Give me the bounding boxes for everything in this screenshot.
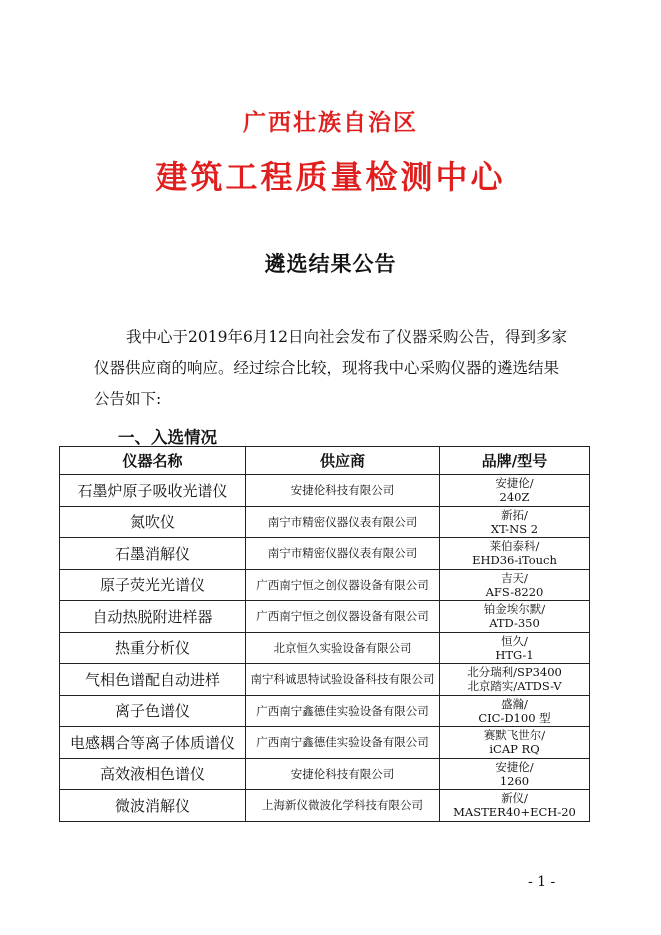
header-supplier: 供应商 (246, 447, 440, 475)
model-line: HTG-1 (495, 647, 534, 662)
brand-line: 新仪/ (501, 791, 528, 806)
brand-model-cell (440, 758, 590, 790)
table-row (60, 601, 590, 633)
model-line: 240Z (499, 490, 530, 505)
brand-line: 吉天/ (501, 570, 528, 585)
supplier-cell: 广西南宁鑫德佳实验设备有限公司 (246, 727, 440, 759)
table-row (60, 664, 590, 696)
model-line: ATD-350 (489, 616, 540, 631)
table-header-row (60, 447, 590, 475)
supplier-cell: 安捷伦科技有限公司 (246, 758, 440, 790)
instrument-name-cell: 石墨消解仪 (60, 538, 246, 570)
header-brand-model: 品牌/型号 (440, 447, 590, 475)
supplier-cell: 上海新仪微波化学科技有限公司 (246, 790, 440, 822)
model-line: XT-NS 2 (490, 521, 539, 536)
brand-model-cell (440, 569, 590, 601)
model-line: CIC-D100 型 (478, 710, 551, 725)
table-row (60, 758, 590, 790)
brand-model-cell (440, 506, 590, 538)
selection-results-table (59, 446, 590, 822)
model-line: 北京踏实/ATDS-V (467, 679, 562, 694)
page-number: - 1 - (528, 874, 556, 890)
supplier-cell: 南宁市精密仪器仪表有限公司 (246, 506, 440, 538)
instrument-name-cell: 氮吹仪 (60, 506, 246, 538)
brand-line: 北分瑞利/SP3400 (467, 665, 562, 680)
brand-line: 铂金埃尔默/ (483, 602, 546, 617)
section-heading: 一、入选情况 (118, 428, 217, 447)
brand-line: 安捷伦/ (495, 476, 534, 491)
brand-line: 盛瀚/ (501, 696, 528, 711)
brand-model-cell (440, 664, 590, 696)
table-row (60, 695, 590, 727)
brand-line: 莱伯泰科/ (489, 539, 540, 554)
document-title: 遴选结果公告 (264, 251, 397, 276)
model-line: iCAP RQ (489, 742, 540, 757)
model-line: MASTER40+ECH-20 (453, 805, 576, 820)
brand-model-cell (440, 601, 590, 633)
instrument-name-cell: 电感耦合等离子体质谱仪 (60, 727, 246, 759)
supplier-cell: 南宁市精密仪器仪表有限公司 (246, 538, 440, 570)
model-line: EHD36-iTouch (472, 553, 557, 568)
intro-paragraph: 我中心于2019年6月12日向社会发布了仪器采购公告，得到多家仪器供应商的响应。经过综合比较，现将我中心采购仪器的遴选结果公告如下: (94, 328, 568, 408)
brand-line: 安捷伦/ (495, 759, 534, 774)
supplier-cell: 广西南宁鑫德佳实验设备有限公司 (246, 695, 440, 727)
org-name-line1: 广西壮族自治区 (243, 109, 418, 136)
supplier-cell: 广西南宁恒之创仪器设备有限公司 (246, 601, 440, 633)
brand-model-cell (440, 727, 590, 759)
brand-line: 新拓/ (501, 507, 528, 522)
brand-model-cell (440, 790, 590, 822)
instrument-name-cell: 热重分析仪 (60, 632, 246, 664)
supplier-cell: 安捷伦科技有限公司 (246, 475, 440, 507)
org-name-line2: 建筑工程质量检测中心 (155, 158, 506, 196)
instrument-name-cell: 高效液相色谱仪 (60, 758, 246, 790)
supplier-cell: 广西南宁恒之创仪器设备有限公司 (246, 569, 440, 601)
table-row (60, 790, 590, 822)
table-row (60, 475, 590, 507)
supplier-cell: 南宁科诚思特试验设备科技有限公司 (246, 664, 440, 696)
instrument-name-cell: 离子色谱仪 (60, 695, 246, 727)
brand-model-cell (440, 632, 590, 664)
instrument-name-cell: 气相色谱配自动进样 (60, 664, 246, 696)
brand-line: 恒久/ (501, 633, 528, 648)
model-line: 1260 (499, 773, 530, 788)
instrument-name-cell: 微波消解仪 (60, 790, 246, 822)
table-row (60, 538, 590, 570)
brand-line: 赛默飞世尔/ (483, 728, 546, 743)
instrument-name-cell: 自动热脱附进样器 (60, 601, 246, 633)
table-row (60, 506, 590, 538)
brand-model-cell (440, 538, 590, 570)
model-line: AFS-8220 (485, 584, 544, 599)
instrument-name-cell: 原子荧光光谱仪 (60, 569, 246, 601)
instrument-name-cell: 石墨炉原子吸收光谱仪 (60, 475, 246, 507)
table-row (60, 569, 590, 601)
table-row (60, 632, 590, 664)
brand-model-cell (440, 695, 590, 727)
table-row (60, 727, 590, 759)
brand-model-cell (440, 475, 590, 507)
supplier-cell: 北京恒久实验设备有限公司 (246, 632, 440, 664)
header-instrument-name: 仪器名称 (60, 447, 246, 475)
